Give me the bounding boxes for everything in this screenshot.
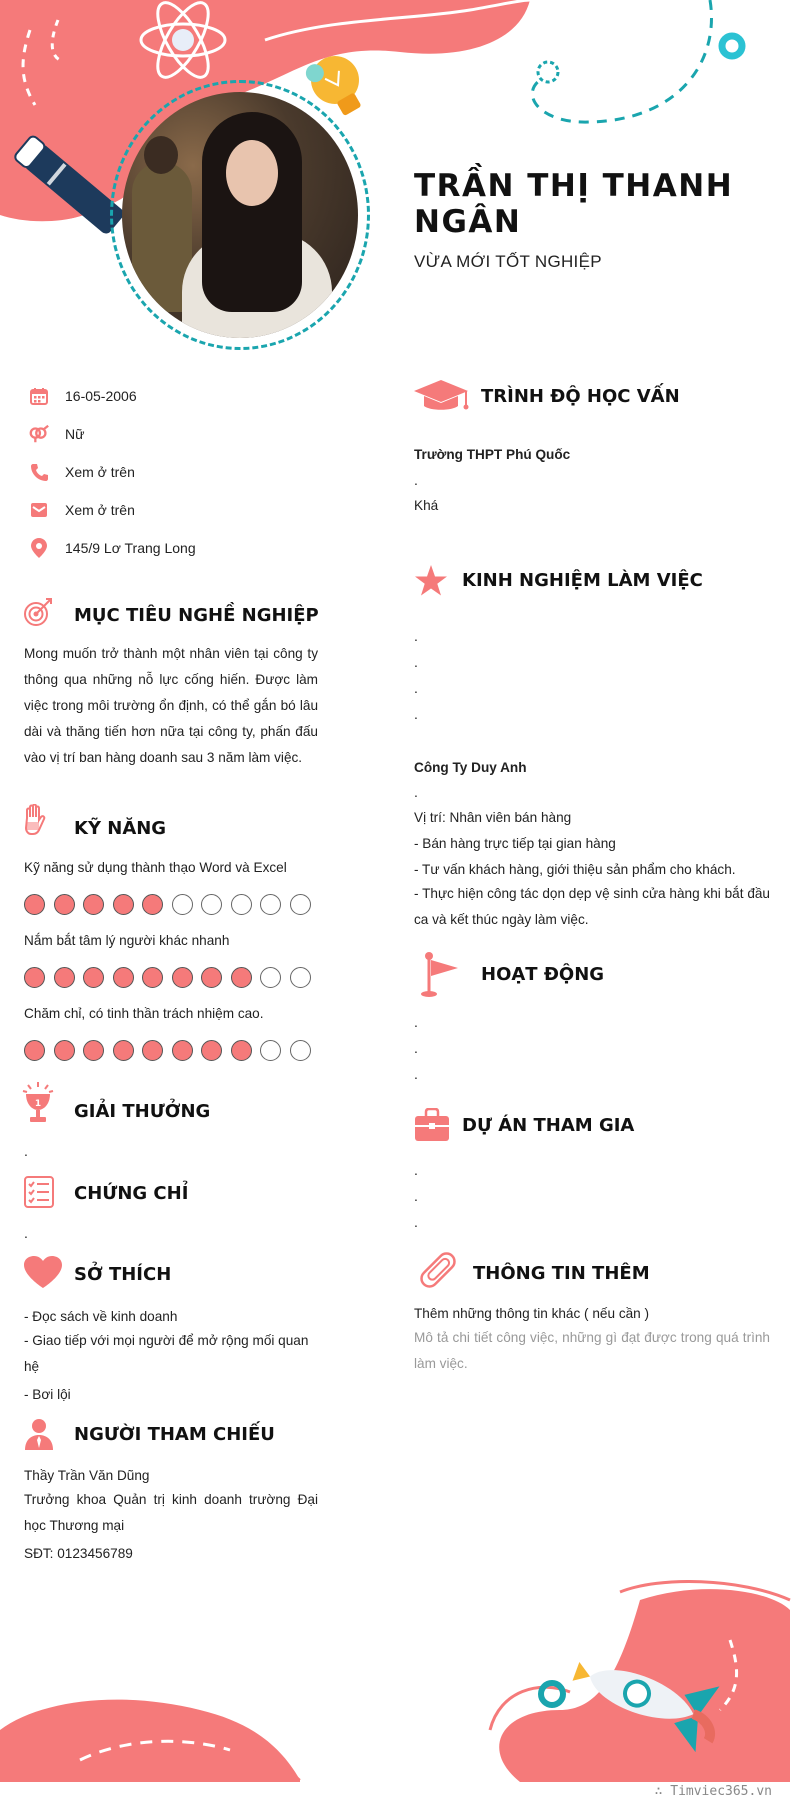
rating-dot (83, 1040, 104, 1061)
phone-row (28, 460, 135, 484)
dob-value: 16-05-2006 (65, 388, 137, 404)
graduation-cap-icon (412, 378, 470, 419)
activity-dot: . (414, 1014, 418, 1030)
activities-title: HOẠT ĐỘNG (481, 964, 605, 985)
gender-row (28, 422, 85, 446)
rating-dot (260, 1040, 281, 1061)
flag-icon (420, 952, 462, 1003)
rating-dot (172, 894, 193, 915)
rating-dot (231, 1040, 252, 1061)
dob-row (28, 384, 137, 408)
rating-dot (83, 894, 104, 915)
rating-dot (201, 1040, 222, 1061)
checklist-icon (24, 1176, 54, 1213)
awards-title: GIẢI THƯỞNG (74, 1101, 211, 1122)
rating-dot (260, 967, 281, 988)
project-dot: . (414, 1188, 418, 1204)
email-icon (28, 499, 50, 521)
experience-dot: . (414, 628, 418, 644)
experience-line: - Tư vấn khách hàng, giới thiệu sản phẩm cho khách. (414, 862, 736, 877)
location-icon (28, 537, 50, 559)
experience-company: Công Ty Duy Anh (414, 760, 527, 775)
certificates-text: . (24, 1225, 28, 1241)
target-icon (22, 596, 54, 633)
rating-dot (201, 894, 222, 915)
skill-rating (24, 967, 311, 988)
rating-dot (24, 1040, 45, 1061)
project-dot: . (414, 1214, 418, 1230)
rating-dot (231, 894, 252, 915)
hobby-line: - Đọc sách về kinh doanh (24, 1309, 178, 1324)
education-dot: . (414, 472, 418, 488)
gender-icon (28, 423, 50, 445)
rating-dot (142, 967, 163, 988)
rating-dot (54, 894, 75, 915)
rating-dot (113, 1040, 134, 1061)
job-title: VỪA MỚI TỐT NGHIỆP (414, 252, 602, 271)
certificates-title: CHỨNG CHỈ (74, 1183, 189, 1204)
rating-dot (290, 1040, 311, 1061)
reference-line: Thầy Trần Văn Dũng (24, 1468, 150, 1483)
briefcase-icon (414, 1108, 450, 1147)
experience-dot: . (414, 654, 418, 670)
reference-line: SĐT: 0123456789 (24, 1546, 133, 1561)
skill-name: Chăm chỉ, có tinh thần trách nhiệm cao. (24, 1006, 264, 1021)
rating-dot (113, 967, 134, 988)
objective-title: MỤC TIÊU NGHỀ NGHIỆP (74, 605, 319, 626)
footer-decoration (0, 1580, 800, 1808)
skill-rating (24, 1040, 311, 1061)
hobbies-title: SỞ THÍCH (74, 1264, 172, 1285)
experience-line: - Thực hiện công tác dọn dẹp vệ sinh cửa hàng khi bắt đầu ca và kết thúc ngày làm việc. (414, 886, 770, 927)
trophy-icon (22, 1082, 54, 1129)
heart-icon (24, 1256, 62, 1293)
candidate-name: TRẦN THỊ THANH NGÂN (414, 168, 734, 240)
address-value: 145/9 Lơ Trang Long (65, 540, 196, 556)
svg-text:1: 1 (34, 1099, 42, 1109)
additional-hint: Mô tả chi tiết công việc, những gì đạt được trong quá trình làm việc. (414, 1330, 770, 1371)
star-icon (414, 564, 448, 603)
education-title: TRÌNH ĐỘ HỌC VẤN (481, 386, 680, 407)
hand-icon (22, 804, 48, 841)
education-school: Trường THPT Phú Quốc (414, 447, 571, 462)
objective-text: Mong muốn trở thành một nhân viên tại công ty thông qua những nỗ lực cống hiến. Được làm việc trong môi trường ổn định, có thể gắn bó lâu dài và thăng tiến hơn nữa tại công ty, phấn đấu vào vị trí ban hàng doanh sau 3 năm làm việc. (24, 646, 318, 765)
gender-value: Nữ (65, 426, 85, 442)
experience-line: Vị trí: Nhân viên bán hàng (414, 810, 572, 825)
rating-dot (113, 894, 134, 915)
rating-dot (201, 967, 222, 988)
address-row (28, 536, 196, 560)
additional-title: THÔNG TIN THÊM (473, 1263, 650, 1284)
skill-name: Kỹ năng sử dụng thành thạo Word và Excel (24, 860, 287, 875)
rating-dot (231, 967, 252, 988)
experience-title: KINH NGHIỆM LÀM VIỆC (462, 570, 703, 591)
watermark: ∴ Timviec365.vn (654, 1784, 772, 1799)
calendar-icon (28, 385, 50, 407)
additional-line: Thêm những thông tin khác ( nếu cần ) (414, 1306, 650, 1321)
rating-dot (290, 967, 311, 988)
phone-value: Xem ở trên (65, 464, 135, 480)
reference-line: Trưởng khoa Quản trị kinh doanh trường Đại học Thương mại (24, 1492, 318, 1533)
profile-photo (122, 92, 358, 338)
experience-dot: . (414, 680, 418, 696)
experience-dot: . (414, 784, 418, 800)
rating-dot (54, 967, 75, 988)
project-dot: . (414, 1162, 418, 1178)
rating-dot (54, 1040, 75, 1061)
references-title: NGƯỜI THAM CHIẾU (74, 1424, 275, 1445)
email-value: Xem ở trên (65, 502, 135, 518)
experience-line: - Bán hàng trực tiếp tại gian hàng (414, 836, 616, 851)
projects-title: DỰ ÁN THAM GIA (462, 1115, 635, 1136)
rating-dot (172, 1040, 193, 1061)
rating-dot (290, 894, 311, 915)
paperclip-icon (416, 1250, 460, 1295)
activity-dot: . (414, 1066, 418, 1082)
rating-dot (24, 967, 45, 988)
rating-dot (142, 1040, 163, 1061)
rating-dot (24, 894, 45, 915)
skill-rating (24, 894, 311, 915)
awards-text: . (24, 1143, 28, 1159)
hobby-line: - Giao tiếp với mọi người để mở rộng mối quan hệ (24, 1333, 309, 1374)
activity-dot: . (414, 1040, 418, 1056)
experience-dot: . (414, 706, 418, 722)
rating-dot (142, 894, 163, 915)
education-grade: Khá (414, 498, 439, 513)
person-icon (24, 1418, 54, 1455)
email-row (28, 498, 135, 522)
rating-dot (172, 967, 193, 988)
rating-dot (83, 967, 104, 988)
phone-icon (28, 461, 50, 483)
skill-name: Nắm bắt tâm lý người khác nhanh (24, 933, 230, 948)
rating-dot (260, 894, 281, 915)
hobby-line: - Bơi lội (24, 1387, 71, 1402)
skills-title: KỸ NĂNG (74, 818, 167, 839)
